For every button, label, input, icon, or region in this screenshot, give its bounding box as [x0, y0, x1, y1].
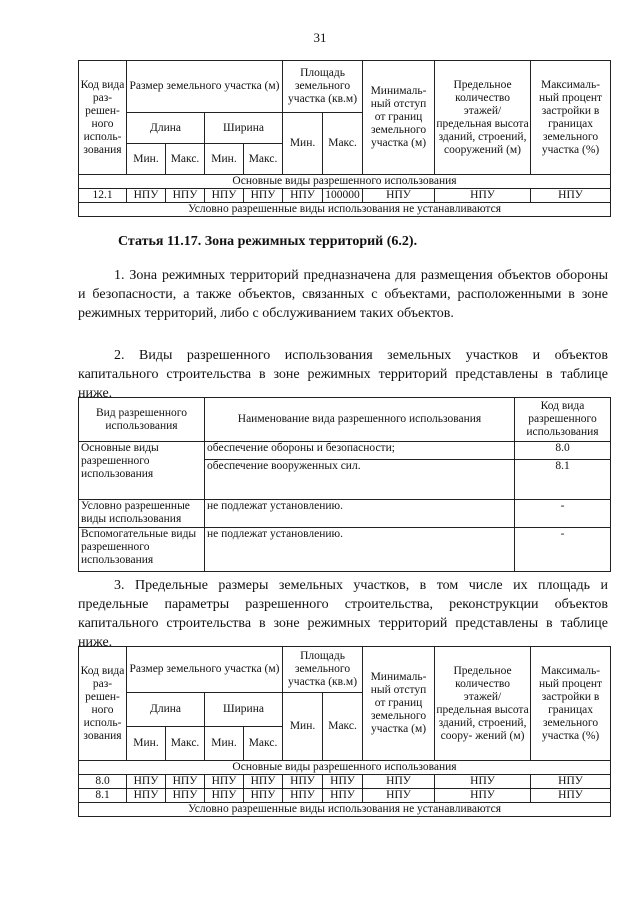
cell: НПУ: [283, 789, 323, 803]
header-area: Площадь земельного участка (кв.м): [283, 647, 363, 693]
cell: НПУ: [127, 189, 166, 203]
header-width: Ширина: [205, 113, 283, 144]
header-setback: Минималь- ный отступ от границ земельного участка (м): [363, 61, 435, 175]
cell: НПУ: [283, 775, 323, 789]
header-area: Площадь земельного участка (кв.м): [283, 61, 363, 113]
header-area-max: Макс.: [323, 693, 363, 761]
header-length-min: Мин.: [127, 727, 166, 761]
aux-uses-code: -: [515, 528, 611, 572]
header-length: Длина: [127, 693, 205, 727]
cell: НПУ: [205, 775, 244, 789]
cell: НПУ: [323, 789, 363, 803]
header-length-min: Мин.: [127, 144, 166, 175]
cell: НПУ: [166, 775, 205, 789]
header-width-min: Мин.: [205, 727, 244, 761]
cell: НПУ: [363, 189, 435, 203]
header-size: Размер земельного участка (м): [127, 61, 283, 113]
header-coverage: Максималь- ный процент застройки в границах земельного участка (%): [531, 61, 611, 175]
cell: НПУ: [166, 189, 205, 203]
conditional-uses-name: не подлежат установлению.: [205, 500, 515, 528]
cell: НПУ: [435, 189, 531, 203]
paragraph-1-text: 1. Зона режимных территорий предназначена для размещения объектов обороны и безопасности, а также объектов, связанных с объектами, расположенными в зоне режимных территорий, либо с обслуживанием таких объектов.: [78, 268, 608, 321]
paragraph-3-text: 3. Предельные размеры земельных участков, в том числе их площадь и предельные параметры разрешенного строительства, реконструкции объектов капитального строительства в зоне режимных территорий представлены в таблице ниже.: [78, 578, 608, 650]
paragraph-2-text: 2. Виды разрешенного использования земельных участков и объектов капитального строительства в зоне режимных территорий представлены в таблице ниже.: [78, 348, 608, 401]
cell: НПУ: [435, 775, 531, 789]
header-area-min: Мин.: [283, 113, 323, 175]
header-setback: Минималь- ный отступ от границ земельного участка (м): [363, 647, 435, 761]
header-code: Код вида раз- решен- ного исполь- зования: [79, 61, 127, 175]
cell: НПУ: [244, 189, 283, 203]
cell: НПУ: [244, 789, 283, 803]
use-code: 8.0: [515, 442, 611, 460]
cell: НПУ: [323, 775, 363, 789]
conditional-uses-code: -: [515, 500, 611, 528]
use-name: обеспечение вооруженных сил.: [205, 460, 515, 500]
conditional-uses-label: Условно разрешенные виды использования: [79, 500, 205, 528]
header-floors: Предельное количество этажей/ предельная высота зданий, строений, соору- жений (м): [435, 647, 531, 761]
paragraph-2: [78, 346, 608, 403]
cell: НПУ: [531, 789, 611, 803]
paragraph-1: [78, 266, 608, 323]
table-row: [79, 789, 611, 803]
cell: НПУ: [166, 789, 205, 803]
aux-uses-name: не подлежат установлению.: [205, 528, 515, 572]
header-length-max: Макс.: [166, 144, 205, 175]
cell: НПУ: [531, 189, 611, 203]
cell: 8.0: [79, 775, 127, 789]
header-floors: Предельное количество этажей/ предельная высота зданий, строений, сооружений (м): [435, 61, 531, 175]
header-size: Размер земельного участка (м): [127, 647, 283, 693]
main-uses-row: Основные виды разрешенного использования: [79, 175, 611, 189]
table-row: [79, 189, 611, 203]
header-width-min: Мин.: [205, 144, 244, 175]
main-uses-row: Основные виды разрешенного использования: [79, 761, 611, 775]
uses-table: [78, 397, 611, 572]
cell: НПУ: [205, 189, 244, 203]
header-length-max: Макс.: [166, 727, 205, 761]
cell: 100000: [323, 189, 363, 203]
uses-header-type: Вид разрешенного использования: [79, 398, 205, 442]
cell: НПУ: [363, 789, 435, 803]
header-area-min: Мин.: [283, 693, 323, 761]
cell: НПУ: [435, 789, 531, 803]
conditional-uses-row: Условно разрешенные виды использования не устанавливаются: [79, 203, 611, 217]
uses-header-name: Наименование вида разрешенного использования: [205, 398, 515, 442]
header-width-max: Макс.: [244, 727, 283, 761]
table-row: [79, 775, 611, 789]
main-uses-label: Основные виды разрешенного использования: [79, 442, 205, 500]
use-code: 8.1: [515, 460, 611, 500]
header-area-max: Макс.: [323, 113, 363, 175]
cell: НПУ: [127, 789, 166, 803]
article-heading: Статья 11.17. Зона режимных территорий (6.2).: [118, 234, 418, 249]
page-number: 31: [313, 30, 327, 45]
params-table-1: [78, 60, 611, 217]
paragraph-3: [78, 576, 608, 652]
cell: НПУ: [244, 775, 283, 789]
header-code: Код вида раз- решен- ного исполь- зования: [79, 647, 127, 761]
uses-header-code: Код вида разрешенного использования: [515, 398, 611, 442]
header-width-max: Макс.: [244, 144, 283, 175]
conditional-uses-row: Условно разрешенные виды использования не устанавливаются: [79, 803, 611, 817]
cell: НПУ: [127, 775, 166, 789]
cell: НПУ: [531, 775, 611, 789]
cell: НПУ: [205, 789, 244, 803]
header-width: Ширина: [205, 693, 283, 727]
cell: 12.1: [79, 189, 127, 203]
cell: НПУ: [363, 775, 435, 789]
cell: НПУ: [283, 189, 323, 203]
params-table-2: [78, 646, 611, 817]
header-coverage: Максималь- ный процент застройки в границах земельного участка (%): [531, 647, 611, 761]
aux-uses-label: Вспомогательные виды разрешенного использования: [79, 528, 205, 572]
header-length: Длина: [127, 113, 205, 144]
cell: 8.1: [79, 789, 127, 803]
use-name: обеспечение обороны и безопасности;: [205, 442, 515, 460]
